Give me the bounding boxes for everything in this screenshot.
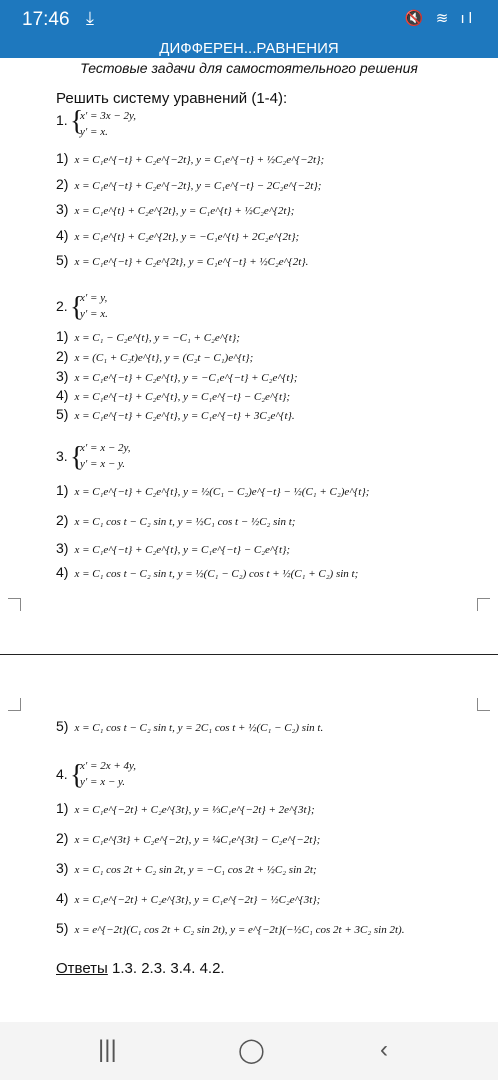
status-time: 17:46 — [22, 9, 70, 30]
option-1-4[interactable]: 4) x = C₁e^{t} + C₂e^{2t}, y = −C₁e^{t} + 2C₂e^{2t}; — [56, 227, 300, 243]
brace-icon: { — [70, 760, 84, 791]
option-1-2[interactable]: 2) x = C₁e^{−t} + C₂e^{−2t}, y = C₁e^{−t} − 2C₂e^{−2t}; — [56, 176, 322, 192]
system-eq2: y′ = x. — [80, 308, 108, 320]
page-corner-mark — [477, 598, 490, 611]
option-2-2[interactable]: 2) x = (C₁ + C₂t)e^{t}, y = (C₂t − C₁)e^{t}; — [56, 348, 254, 364]
option-3-1[interactable]: 1) x = C₁e^{−t} + C₂e^{t}, y = ½(C₁ − C₂)e^{−t} − ½(C₁ + C₂)e^{t}; — [56, 482, 370, 498]
problem-2-system — [56, 292, 108, 323]
recent-apps-icon[interactable]: ||| — [98, 1036, 117, 1063]
doc-subtitle: Тестовые задачи для самостоятельного решения — [80, 60, 418, 76]
status-bar — [0, 0, 498, 40]
brace-icon: { — [70, 292, 84, 323]
system-eq2: y′ = x − y. — [80, 458, 126, 470]
system-eq1: x′ = 3x − 2y, — [80, 110, 137, 122]
option-1-1[interactable]: 1) x = C₁e^{−t} + C₂e^{−2t}, y = C₁e^{−t} + ½C₂e^{−2t}; — [56, 150, 325, 166]
home-icon[interactable]: ◯ — [238, 1037, 265, 1064]
problem-label: 2. — [56, 298, 68, 314]
option-1-5[interactable]: 5) x = C₁e^{−t} + C₂e^{2t}, y = C₁e^{−t} + ½C₂e^{2t}. — [56, 252, 309, 268]
page-corner-mark — [8, 698, 21, 711]
system-eq2: y′ = x. — [80, 126, 108, 138]
problem-label: 3. — [56, 448, 68, 464]
option-2-1[interactable]: 1) x = C₁ − C₂e^{t}, y = −C₁ + C₂e^{t}; — [56, 328, 240, 344]
navigation-bar — [0, 1022, 498, 1080]
option-1-3[interactable]: 3) x = C₁e^{t} + C₂e^{2t}, y = C₁e^{t} + ½C₂e^{2t}; — [56, 201, 295, 217]
option-3-4[interactable]: 4) x = C₁ cos t − C₂ sin t, y = ½(C₁ − C₂) cos t + ½(C₁ + C₂) sin t; — [56, 564, 359, 580]
option-4-1[interactable]: 1) x = C₁e^{−2t} + C₂e^{3t}, y = ⅓C₁e^{−2t} + 2e^{3t}; — [56, 800, 315, 816]
option-2-3[interactable]: 3) x = C₁e^{−t} + C₂e^{t}, y = −C₁e^{−t} + C₂e^{t}; — [56, 368, 298, 384]
download-icon: ⤓ — [86, 8, 94, 28]
brace-icon: { — [70, 106, 84, 137]
option-4-2[interactable]: 2) x = C₁e^{3t} + C₂e^{−2t}, y = ¼C₁e^{3t} − C₂e^{−2t}; — [56, 830, 321, 846]
page-corner-mark — [8, 598, 21, 611]
problem-1-system — [56, 106, 137, 138]
answers-value: 1.3. 2.3. 3.4. 4.2. — [107, 960, 225, 977]
page-corner-mark — [477, 698, 490, 711]
option-3-5[interactable]: 5) x = C₁ cos t − C₂ sin t, y = 2C₁ cos t + ½(C₁ − C₂) sin t. — [56, 718, 324, 734]
option-3-2[interactable]: 2) x = C₁ cos t − C₂ sin t, y = ½C₁ cos t − ½C₂ sin t; — [56, 512, 296, 528]
option-2-5[interactable]: 5) x = C₁e^{−t} + C₂e^{t}, y = C₁e^{−t} + 3C₂e^{t}. — [56, 406, 295, 422]
option-2-4[interactable]: 4) x = C₁e^{−t} + C₂e^{t}, y = C₁e^{−t} − C₂e^{t}; — [56, 387, 291, 403]
document-page[interactable] — [0, 58, 498, 1022]
back-icon[interactable]: ‹ — [380, 1036, 388, 1063]
system-eq1: x′ = y, — [80, 292, 108, 304]
problem-3-system — [56, 442, 131, 473]
page-divider — [0, 654, 498, 655]
option-4-4[interactable]: 4) x = C₁e^{−2t} + C₂e^{3t}, y = C₁e^{−2t} − ½C₂e^{3t}; — [56, 890, 321, 906]
problem-4-system — [56, 760, 137, 791]
doc-heading: Решить систему уравнений (1-4): — [56, 90, 288, 107]
problem-label: 4. — [56, 766, 68, 782]
option-4-5[interactable]: 5) x = e^{−2t}(C₁ cos 2t + C₂ sin 2t), y = e^{−2t}(−½C₁ cos 2t + 3C₂ sin 2t). — [56, 920, 405, 936]
option-3-3[interactable]: 3) x = C₁e^{−t} + C₂e^{t}, y = C₁e^{−t} − C₂e^{t}; — [56, 540, 291, 556]
brace-icon: { — [70, 442, 84, 473]
status-icons: 🔇 ≋ ıl — [404, 10, 476, 27]
answers-line — [56, 960, 225, 977]
answers-label: Ответы — [56, 960, 108, 977]
app-title: ДИФФЕРЕН...РАВНЕНИЯ — [0, 40, 498, 58]
system-eq1: x′ = 2x + 4y, — [80, 760, 137, 772]
system-eq2: y′ = x − y. — [80, 776, 126, 788]
system-eq1: x′ = x − 2y, — [80, 442, 131, 454]
option-4-3[interactable]: 3) x = C₁ cos 2t + C₂ sin 2t, y = −C₁ cos 2t + ½C₂ sin 2t; — [56, 860, 317, 876]
problem-label: 1. — [56, 112, 68, 128]
